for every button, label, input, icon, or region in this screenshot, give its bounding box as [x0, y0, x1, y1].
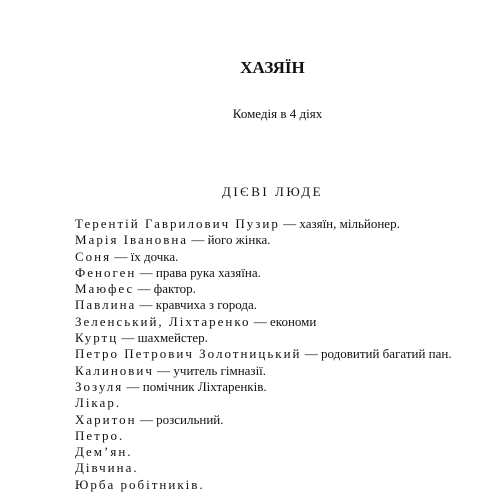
cast-entry: [75, 346, 485, 362]
cast-entry: [75, 265, 485, 281]
character-name: Маюфес: [75, 281, 135, 297]
character-name: Зеленський, Ліхтаренко: [75, 313, 251, 329]
character-role: — фактор.: [134, 281, 196, 297]
cast-entry: [75, 379, 485, 395]
character-name: Дівчина.: [75, 460, 139, 476]
cast-entry: [75, 477, 485, 493]
character-role: — хазяїн, мільйонер.: [279, 216, 400, 231]
cast-heading: ДІЄВІ ЛЮДЕ: [221, 184, 324, 199]
character-name: Калинович: [75, 362, 154, 378]
character-role: — шахмейстер.: [118, 330, 208, 346]
character-role: — права рука хазяїна.: [136, 264, 261, 280]
cast-entry: [75, 314, 485, 330]
cast-entry: [75, 395, 485, 411]
character-name: Харитон: [75, 411, 137, 427]
cast-entry: [75, 363, 485, 379]
character-role: — розсильний.: [136, 411, 224, 427]
cast-entry: [75, 412, 485, 428]
character-name: Терентій Гаврилович Пузир: [75, 216, 280, 231]
cast-entry: [75, 232, 485, 248]
character-role: — його жінка.: [188, 232, 271, 248]
character-name: Зозуля: [75, 378, 124, 394]
character-name: Павлина: [75, 297, 137, 313]
cast-entry: [75, 460, 485, 476]
character-name: Лікар.: [75, 395, 122, 411]
character-role: — учитель гімназії.: [153, 362, 267, 378]
cast-entry: [75, 428, 485, 444]
character-role: — родовитий багатий пан.: [301, 346, 452, 362]
play-title: ХАЗЯЇН: [240, 58, 305, 77]
cast-entry: [75, 281, 485, 297]
cast-entry: [75, 249, 485, 265]
character-role: — їх дочка.: [111, 248, 179, 264]
cast-entry: [75, 444, 485, 460]
character-name: Юрба робітників.: [75, 476, 205, 492]
character-role: — економи: [250, 313, 317, 329]
character-role: — кравчиха з города.: [136, 297, 258, 313]
cast-entry: [75, 297, 485, 313]
character-name: Петро Петрович Золотницький: [75, 346, 302, 362]
character-name: Марія Івановна: [75, 232, 189, 248]
character-role: — помічник Ліхтаренків.: [123, 378, 267, 394]
cast-entry: [75, 330, 485, 346]
character-name: Соня: [75, 248, 112, 264]
cast-entry: [75, 216, 485, 232]
character-name: Дем’ян.: [75, 444, 133, 460]
character-name: Петро.: [75, 427, 125, 443]
character-name: Феноген: [75, 264, 137, 280]
play-subtitle: Комедія в 4 діях: [232, 106, 323, 121]
cast-list: [75, 216, 485, 493]
character-name: Куртц: [75, 330, 119, 346]
